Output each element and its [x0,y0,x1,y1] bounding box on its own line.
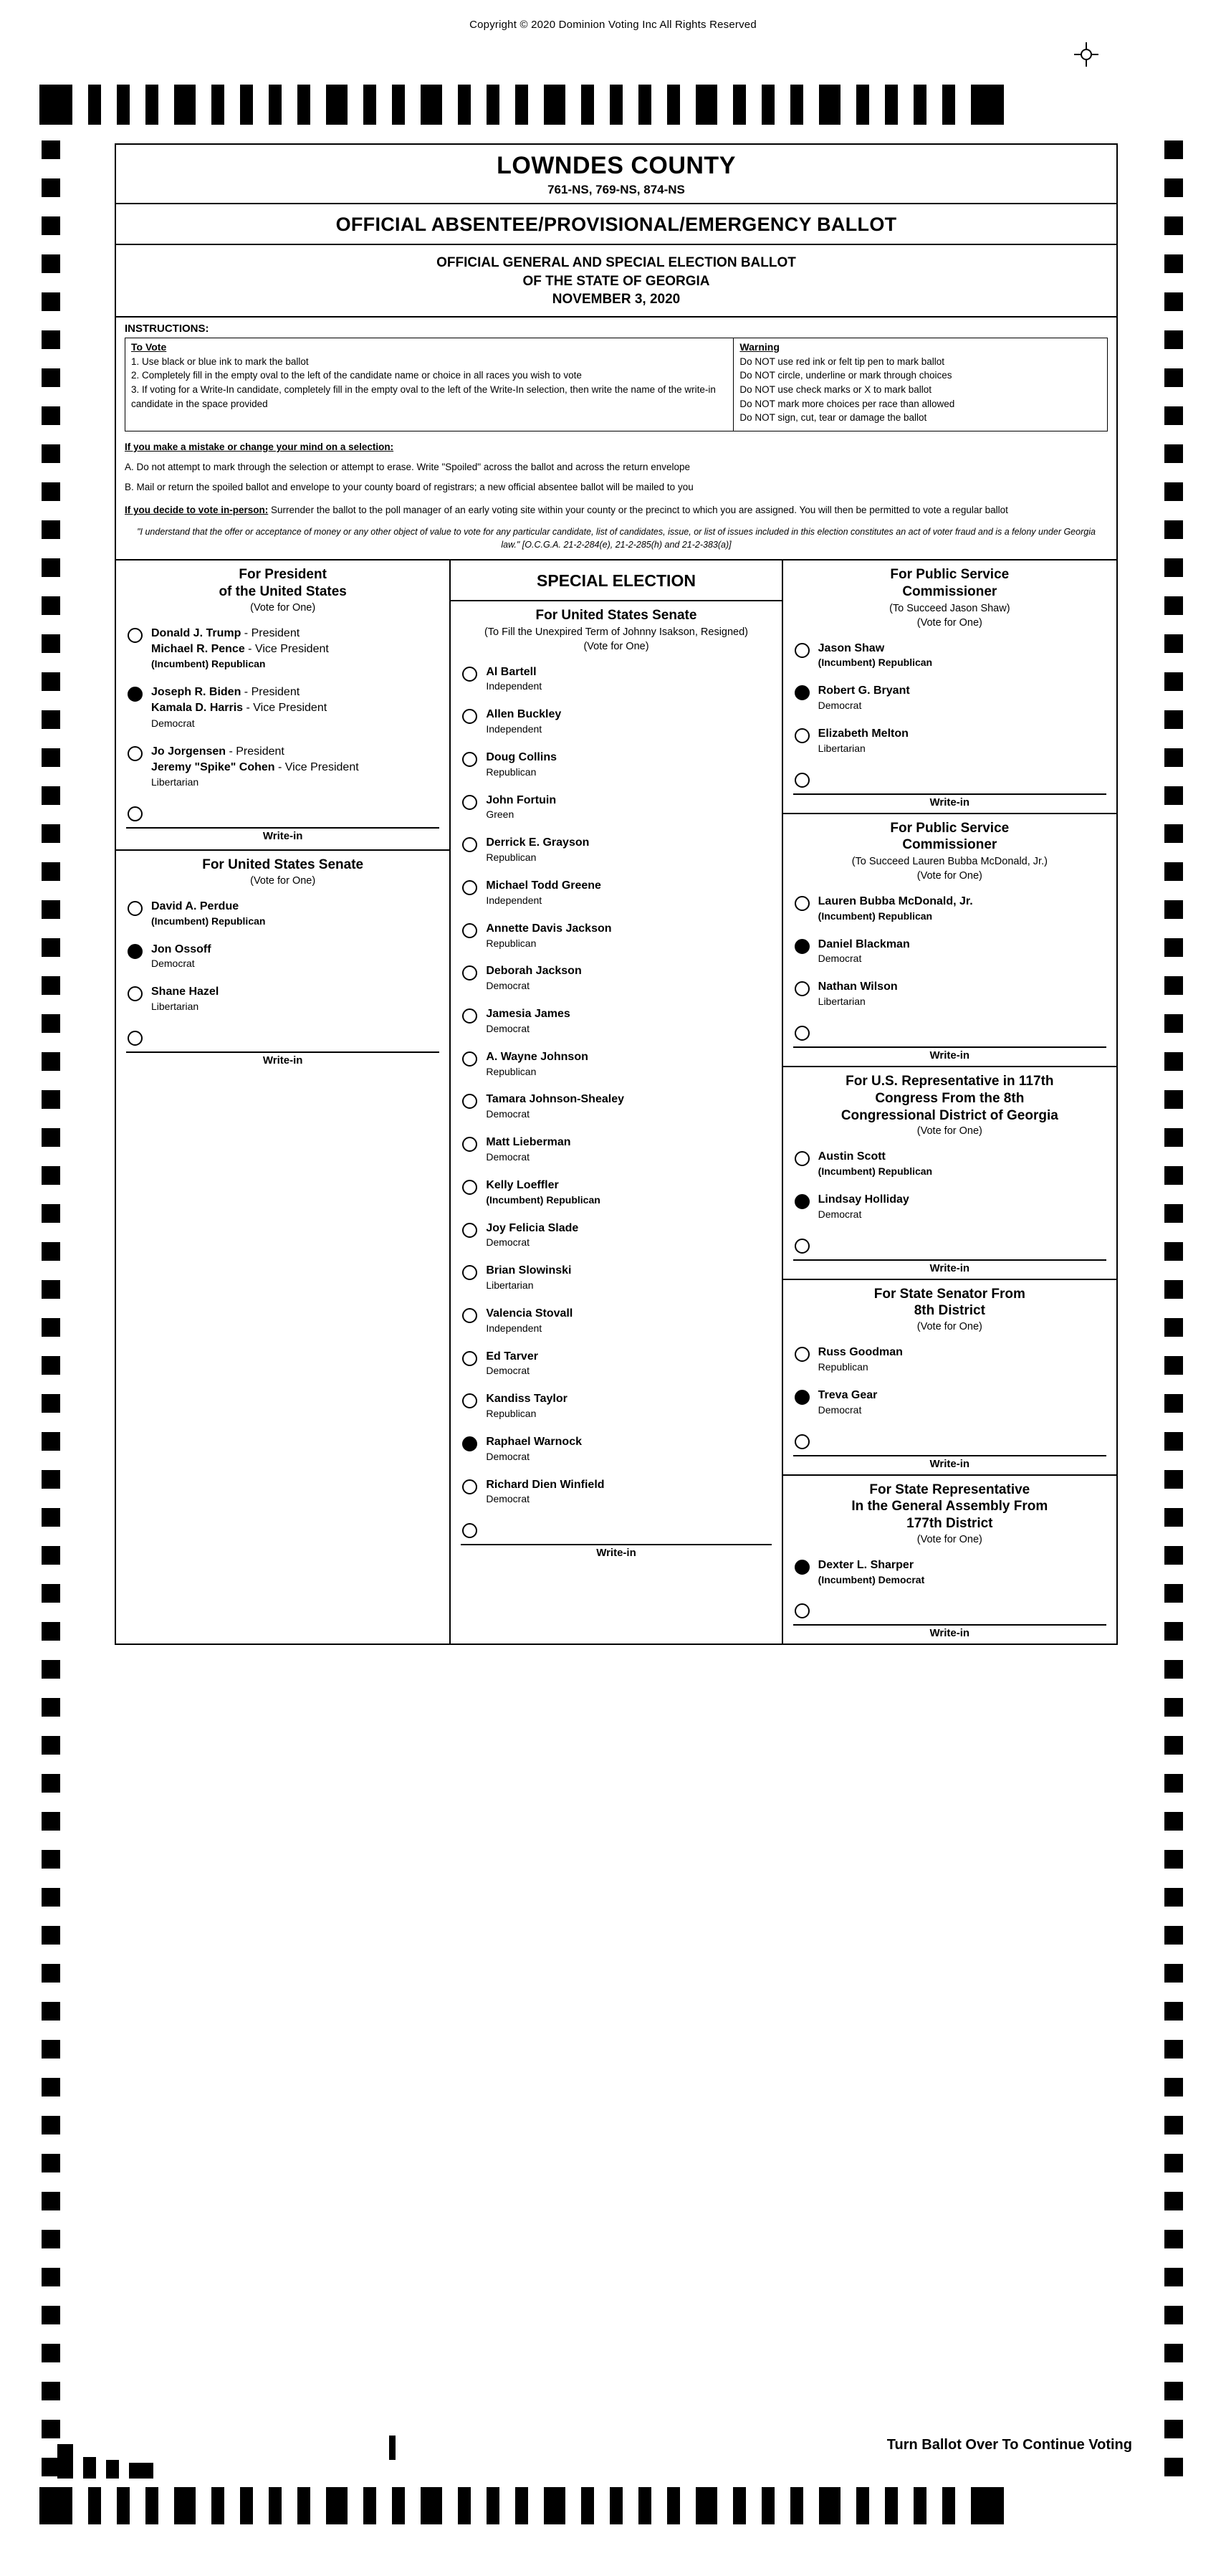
vote-oval[interactable] [462,795,477,810]
to-vote-heading: To Vote [131,340,167,353]
contest-title-line2: Commissioner [902,837,997,853]
candidate-option[interactable] [783,675,1116,718]
contest-title-line2: Commissioner [902,583,997,599]
candidate-option[interactable] [783,1184,1116,1227]
warning-item: Do NOT use check marks or X to mark ballot [739,384,932,396]
contest-title-line2: 8th District [914,1303,985,1319]
running-mate-name: Michael R. Pence [151,642,245,655]
ballot-subtitle [116,245,1116,318]
contest-title-line2: Congress From the 8th [875,1090,1025,1106]
candidate-name: Jon Ossoff [151,943,211,955]
mistake-item-b: B. Mail or return the spoiled ballot and envelope to your county board of registrars; a new official absentee ballot will be mailed to you [125,482,694,493]
candidate-name: Kandiss Taylor [486,1393,567,1406]
candidate-office: - President [241,626,300,639]
candidate-option[interactable] [451,1469,781,1512]
running-mate-office: - Vice President [243,702,327,715]
candidate-party: Libertarian [486,1279,534,1291]
candidate-option[interactable] [783,1337,1116,1380]
instructions-section [116,318,1116,560]
write-in-option[interactable] [783,1423,1116,1451]
candidate-name: Dexter L. Sharper [818,1558,914,1571]
candidate-option[interactable] [451,1383,781,1426]
candidate-name: Tamara Johnson-Shealey [486,1093,624,1106]
contest-note: (To Fill the Unexpired Term of Johnny Isakson, Resigned) [484,626,749,638]
vote-oval[interactable] [795,1560,810,1575]
write-in-label: Write-in [793,1259,1106,1274]
candidate-party: Independent [486,680,542,692]
candidate-party: Independent [486,1322,542,1334]
warning-heading: Warning [739,340,780,353]
candidate-party: Democrat [818,1208,862,1220]
candidate-option[interactable] [116,736,449,795]
contest-us-senate-special [451,601,781,1563]
write-in-label: Write-in [793,1624,1106,1639]
write-in-label: Write-in [793,1455,1106,1470]
vote-oval[interactable] [462,1393,477,1408]
candidate-name: Ed Tarver [486,1350,538,1363]
candidate-option[interactable] [783,1380,1116,1423]
candidate-office: - President [226,745,284,758]
vote-oval[interactable] [462,1265,477,1280]
running-mate-office: - Vice President [244,642,329,655]
write-in-label: Write-in [461,1544,771,1559]
candidate-name: Kelly Loeffler [486,1178,559,1191]
candidate-party: (Incumbent) Republican [486,1193,600,1206]
candidate-option[interactable] [451,1170,781,1213]
vote-oval[interactable] [462,1094,477,1109]
warning-block [734,338,1107,431]
vote-oval[interactable] [128,628,143,643]
candidate-name: Deborah Jackson [486,965,582,978]
vote-oval[interactable] [462,667,477,682]
candidate-option[interactable] [116,618,449,677]
candidate-name: Valencia Stovall [486,1307,573,1320]
vote-oval[interactable] [462,1180,477,1195]
contest-title: For Public Service [890,567,1010,583]
mistake-item-a: A. Do not attempt to mark through the selection or attempt to erase. Write "Spoiled" across the ballot and across the return envelope [125,461,691,472]
candidate-name: Brian Slowinski [486,1264,572,1277]
candidate-party: Democrat [486,1493,530,1505]
in-person-heading: If you decide to vote in-person: [125,505,269,516]
vote-oval[interactable] [795,1194,810,1209]
vote-oval[interactable] [462,880,477,895]
vote-for-note: (Vote for One) [250,874,316,887]
candidate-option[interactable] [451,657,781,700]
to-vote-block [125,338,734,431]
ballot-subtitle-line2: OF THE STATE OF GEORGIA [522,273,710,289]
candidate-option[interactable] [451,998,781,1041]
candidate-option[interactable] [451,870,781,913]
column-left [116,560,449,1644]
vote-oval[interactable] [128,944,143,959]
contest-title: For State Representative [869,1482,1030,1497]
candidate-name: Richard Dien Winfield [486,1478,605,1491]
vote-oval[interactable] [462,923,477,938]
candidate-name: Austin Scott [818,1150,886,1163]
candidate-option[interactable] [783,929,1116,972]
contest-title: For United States Senate [535,607,697,623]
write-in-label: Write-in [793,793,1106,808]
candidate-party: (Incumbent) Republican [818,1165,933,1178]
contest-title-line3: Congressional District of Georgia [841,1107,1058,1123]
contest-title-line2: of the United States [219,583,347,599]
candidate-party: Democrat [486,980,530,992]
in-person-text: Surrender the ballot to the poll manager of an early voting site within your county or the precinct to which you are assigned. You will then be permitted to vote a regular ballot [271,505,1008,516]
candidate-party: Democrat [486,1236,530,1249]
contest-psc-mcdonald [783,814,1116,1067]
candidate-name: Jason Shaw [818,641,885,654]
candidate-option[interactable] [451,1255,781,1298]
candidate-party: Republican [486,1408,537,1420]
write-in-option[interactable] [783,1227,1116,1255]
write-in-option[interactable] [116,795,449,823]
write-in-option[interactable] [783,761,1116,789]
contest-title-line2: In the General Assembly From [851,1499,1048,1514]
vote-oval[interactable] [462,752,477,767]
candidate-name: Jamesia James [486,1008,570,1021]
vote-oval[interactable] [462,837,477,852]
vote-oval[interactable] [128,687,143,702]
candidate-option[interactable] [451,1341,781,1384]
special-election-header: SPECIAL ELECTION [537,571,696,591]
candidate-party: Democrat [818,953,862,965]
running-mate-office: - Vice President [274,760,359,773]
election-date: NOVEMBER 3, 2020 [552,292,681,307]
column-middle [449,560,782,1644]
candidate-name: David A. Perdue [151,900,239,912]
vote-oval[interactable] [462,1137,477,1152]
vote-oval[interactable] [795,728,810,743]
bottom-timing-marks [39,2487,1186,2524]
contest-president [116,560,449,851]
ballot-subtitle-line1: OFFICIAL GENERAL AND SPECIAL ELECTION BALLOT [436,255,796,270]
candidate-party: Libertarian [818,996,866,1008]
right-timing-marks [1164,140,1184,2496]
vote-oval[interactable] [462,709,477,724]
vote-oval[interactable] [128,746,143,761]
candidate-name: Elizabeth Melton [818,727,909,740]
candidate-option[interactable] [451,827,781,870]
candidate-option[interactable] [116,934,449,977]
candidate-name: Al Bartell [486,665,537,678]
write-in-option[interactable] [783,1592,1116,1620]
candidate-option[interactable] [783,633,1116,676]
candidate-party: Democrat [486,1450,530,1462]
candidate-party: Democrat [486,1022,530,1034]
vote-oval[interactable] [462,965,477,981]
candidate-option[interactable] [116,677,449,735]
candidate-party: Libertarian [151,776,199,788]
candidate-name: Allen Buckley [486,708,562,721]
candidate-option[interactable] [783,886,1116,929]
warning-item: Do NOT sign, cut, tear or damage the ballot [739,412,927,424]
vote-for-note: (Vote for One) [916,616,982,629]
vote-oval[interactable] [795,1347,810,1362]
candidate-option[interactable] [451,1426,781,1469]
candidate-name: Joseph R. Biden [151,686,241,699]
candidate-name: Derrick E. Grayson [486,836,590,849]
candidate-name: Lauren Bubba McDonald, Jr. [818,895,973,907]
candidate-party: Republican [486,765,537,778]
vote-for-note: (Vote for One) [916,869,982,882]
candidate-party: Democrat [818,700,862,712]
contest-title: For U.S. Representative in 117th [846,1074,1054,1089]
write-in-label: Write-in [126,1051,439,1067]
candidate-option[interactable] [783,718,1116,761]
vote-oval[interactable] [795,896,810,911]
left-timing-marks [42,140,62,2496]
candidate-option[interactable] [783,1141,1116,1184]
vote-for-note: (Vote for One) [916,1125,982,1137]
candidate-name: Donald J. Trump [151,626,241,639]
plus-registration-mark: + [56,2457,65,2475]
contest-columns [116,560,1116,1644]
candidate-name: Raphael Warnock [486,1435,582,1448]
top-timing-marks [39,85,1186,125]
candidate-party: Libertarian [151,1001,199,1013]
ballot-header [116,145,1116,204]
to-vote-item: 2. Completely fill in the empty oval to the left of the candidate name or choice in all races you wish to vote [131,370,582,381]
candidate-option[interactable] [116,976,449,1019]
mistake-heading: If you make a mistake or change your mind on a selection: [125,441,394,452]
vote-oval[interactable] [795,685,810,700]
vote-for-note: (Vote for One) [916,1321,982,1333]
candidate-option[interactable] [116,891,449,934]
candidate-option[interactable] [451,699,781,742]
contest-title: For United States Senate [202,857,364,873]
candidate-option[interactable] [451,785,781,828]
vote-for-note: (Vote for One) [583,640,649,652]
vote-oval[interactable] [795,1026,810,1041]
candidate-party: (Incumbent) Republican [151,915,266,927]
registration-target-icon [1073,42,1099,67]
candidate-party: Democrat [151,958,195,970]
running-mate-name: Jeremy "Spike" Cohen [151,760,275,773]
county-name: LOWNDES COUNTY [497,152,736,179]
candidate-name: Doug Collins [486,750,557,763]
write-in-option[interactable] [451,1512,781,1540]
candidate-name: Jo Jorgensen [151,745,226,758]
contest-note: (To Succeed Lauren Bubba McDonald, Jr.) [851,856,1048,868]
candidate-party: Republican [486,1065,537,1077]
turn-ballot-over-notice: Turn Ballot Over To Continue Voting [886,2437,1132,2453]
candidate-name: Treva Gear [818,1388,878,1401]
vote-oval[interactable] [795,1434,810,1449]
candidate-name: Lindsay Holliday [818,1193,909,1206]
vote-oval[interactable] [128,806,143,821]
write-in-label: Write-in [793,1046,1106,1062]
vote-oval[interactable] [795,981,810,996]
candidate-name: John Fortuin [486,793,557,806]
candidate-party: Democrat [151,717,195,729]
candidate-option[interactable] [783,971,1116,1014]
vote-oval[interactable] [795,1151,810,1166]
vote-oval[interactable] [795,643,810,658]
candidate-party: Democrat [486,1365,530,1377]
candidate-party: (Incumbent) Democrat [818,1573,925,1585]
running-mate-name: Kamala D. Harris [151,702,244,715]
candidate-party: Green [486,808,514,821]
vote-oval[interactable] [462,1479,477,1494]
precinct-codes: 761-NS, 769-NS, 874-NS [547,183,685,196]
vote-for-note: (Vote for One) [250,601,316,614]
candidate-name: Michael Todd Greene [486,879,601,892]
candidate-name: Matt Lieberman [486,1136,571,1149]
vote-oval[interactable] [462,1008,477,1024]
candidate-name: Joy Felicia Slade [486,1221,579,1234]
contest-title: For State Senator From [873,1286,1025,1302]
instructions-label: INSTRUCTIONS: [125,322,209,335]
contest-state-senator [783,1280,1116,1476]
contest-title-line3: 177th District [906,1516,993,1532]
contest-title: For Public Service [890,820,1010,836]
candidate-option[interactable] [451,913,781,956]
candidate-name: Daniel Blackman [818,938,910,950]
warning-item: Do NOT use red ink or felt tip pen to mark ballot [739,356,945,367]
vote-oval[interactable] [462,1351,477,1366]
candidate-option[interactable] [451,1213,781,1256]
candidate-name: Russ Goodman [818,1346,903,1359]
write-in-option[interactable] [116,1019,449,1047]
vote-oval[interactable] [462,1308,477,1323]
candidate-party: Republican [486,937,537,949]
candidate-option[interactable] [783,1550,1116,1593]
candidate-option[interactable] [451,955,781,998]
vote-oval[interactable] [462,1051,477,1067]
vote-oval[interactable] [795,773,810,788]
candidate-party: Democrat [486,1108,530,1120]
candidate-name: Shane Hazel [151,986,219,998]
candidate-party: Libertarian [818,742,866,754]
write-in-option[interactable] [783,1014,1116,1042]
warning-item: Do NOT circle, underline or mark through choices [739,370,952,381]
candidate-name: Annette Davis Jackson [486,922,612,935]
candidate-name: Nathan Wilson [818,981,898,993]
vote-oval[interactable] [128,901,143,916]
contest-psc-shaw [783,560,1116,814]
vote-oval[interactable] [795,1390,810,1405]
candidate-option[interactable] [451,1127,781,1170]
contest-title: For President [239,567,327,583]
column-right [783,560,1116,1644]
vote-for-note: (Vote for One) [916,1533,982,1545]
candidate-option[interactable] [451,742,781,785]
ballot-type-title: OFFICIAL ABSENTEE/PROVISIONAL/EMERGENCY BALLOT [116,204,1116,245]
voter-fraud-oath: "I understand that the offer or acceptance of money or any other object of value to vote for any particular candidate, list of candidates, issue, or list of issues included in this election constitutes an act of voter fraud and is a felony under Georgia law." [O.C.G.A. 21-2-284(e), 21-2-285(h) and 21-2-383(a)] [137,526,1096,550]
vote-oval[interactable] [128,1031,143,1046]
candidate-option[interactable] [451,1084,781,1127]
candidate-name: A. Wayne Johnson [486,1050,588,1063]
copyright-notice: Copyright © 2020 Dominion Voting Inc All Rights Reserved [469,19,757,31]
vote-oval[interactable] [462,1436,477,1451]
candidate-party: Independent [486,723,542,735]
vote-oval[interactable] [795,1239,810,1254]
ballot-frame [115,143,1118,1645]
candidate-party: (Incumbent) Republican [151,658,266,670]
candidate-party: (Incumbent) Republican [818,910,933,922]
candidate-party: Republican [486,851,537,864]
candidate-option[interactable] [451,1298,781,1341]
to-vote-item: 1. Use black or blue ink to mark the ballot [131,356,309,367]
vote-oval[interactable] [795,939,810,954]
candidate-option[interactable] [451,1041,781,1084]
vote-oval[interactable] [462,1523,477,1538]
candidate-party: Independent [486,894,542,906]
vote-oval[interactable] [128,986,143,1001]
candidate-name: Robert G. Bryant [818,684,910,697]
contest-state-representative [783,1476,1116,1644]
candidate-party: Democrat [486,1150,530,1163]
warning-item: Do NOT mark more choices per race than allowed [739,398,955,409]
contest-note: (To Succeed Jason Shaw) [889,602,1010,614]
candidate-party: Democrat [818,1403,862,1416]
vote-oval[interactable] [795,1603,810,1618]
write-in-label: Write-in [126,827,439,842]
to-vote-item: 3. If voting for a Write-In candidate, completely fill in the empty oval to the left of the Write-In selection, then write the name of the write-in candidate in the space provided [131,384,716,409]
candidate-party: (Incumbent) Republican [818,657,933,669]
contest-us-senate [116,851,449,1072]
candidate-list [451,657,781,1512]
vote-oval[interactable] [462,1223,477,1238]
candidate-office: - President [241,686,300,699]
contest-us-representative [783,1067,1116,1280]
candidate-party: Republican [818,1360,868,1373]
